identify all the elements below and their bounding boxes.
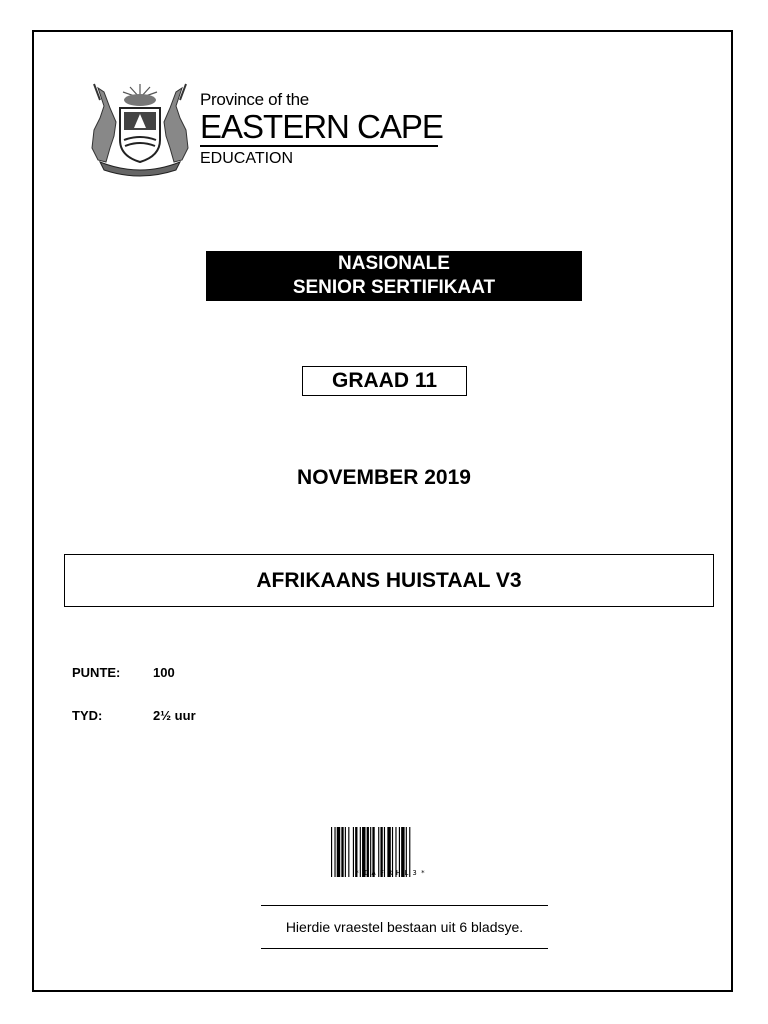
- subject-title: AFRIKAANS HUISTAAL V3: [64, 554, 714, 607]
- grade-label: GRAAD 11: [302, 366, 467, 396]
- province-label: Province of the: [200, 90, 309, 109]
- barcode-text: *IAFRHL3*: [355, 869, 429, 877]
- logo-divider: [200, 145, 438, 147]
- eastern-cape-education-logo: [80, 78, 450, 182]
- page-count-note: Hierdie vraestel bestaan uit 6 bladsye.: [285, 919, 524, 935]
- province-name: EASTERN CAPE: [200, 108, 443, 145]
- top-rule: [261, 905, 548, 906]
- certificate-line1: NASIONALE: [338, 253, 450, 274]
- certificate-banner: [206, 251, 582, 301]
- exam-date: NOVEMBER 2019: [297, 466, 471, 489]
- marks-label: PUNTE:: [72, 665, 121, 680]
- time-label: TYD:: [72, 708, 103, 723]
- bottom-rule: [261, 948, 548, 949]
- logo-text: [200, 90, 443, 168]
- coat-of-arms-icon: [80, 78, 200, 178]
- time-value: 2½ uur: [153, 708, 196, 723]
- marks-value: 100: [153, 665, 175, 680]
- department-name: EDUCATION: [200, 150, 294, 167]
- certificate-line2: SENIOR SERTIFIKAAT: [292, 277, 496, 298]
